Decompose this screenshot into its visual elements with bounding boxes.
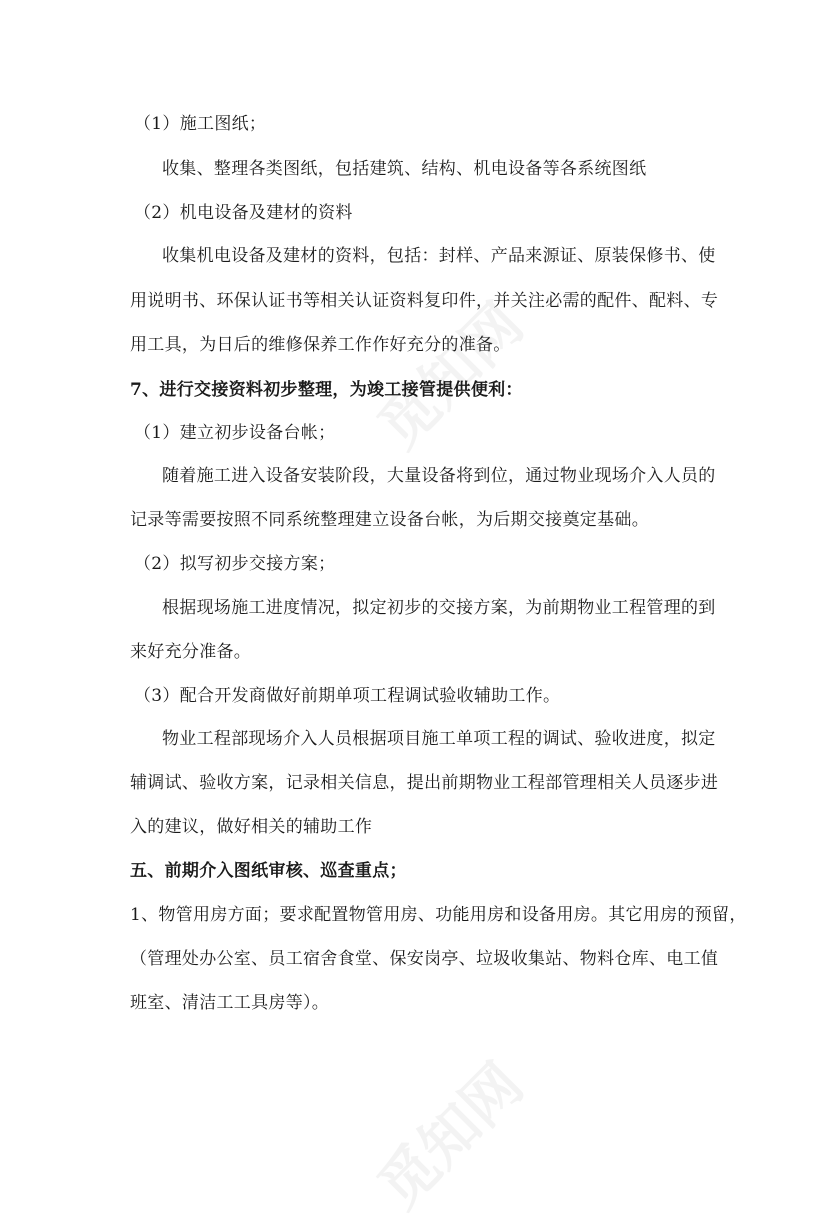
paragraph-line: 班室、清洁工工具房等）。	[130, 993, 330, 1013]
subsection-heading: （3）配合开发商做好前期单项工程调试验收辅助工作。	[134, 686, 561, 706]
subsection-heading: （2）拟写初步交接方案；	[134, 554, 336, 574]
section-heading: 五、前期介入图纸审核、巡查重点；	[130, 861, 407, 881]
paragraph-line: 物业工程部现场介入人员根据项目施工单项工程的调试、验收进度，拟定	[162, 729, 716, 749]
paragraph-line: 收集、整理各类图纸，包括建筑、结构、机电设备等各系统图纸	[162, 159, 647, 179]
subsection-heading: （1）施工图纸；	[134, 114, 267, 134]
subsection-heading: （1）建立初步设备台帐；	[134, 423, 336, 443]
paragraph-line: 用说明书、环保认证书等相关认证资料复印件，并关注必需的配件、配料、专	[130, 291, 719, 311]
paragraph-line: 根据现场施工进度情况，拟定初步的交接方案，为前期物业工程管理的到	[162, 598, 716, 618]
paragraph-line: 收集机电设备及建材的资料，包括：封样、产品来源证、原装保修书、使	[162, 246, 716, 266]
paragraph-line: 来好充分准备。	[130, 642, 252, 662]
paragraph-line: 随着施工进入设备安装阶段，大量设备将到位，通过物业现场介入人员的	[162, 466, 716, 486]
paragraph-line: 辅调试、验收方案，记录相关信息，提出前期物业工程部管理相关人员逐步进	[130, 773, 719, 793]
paragraph-line: （管理处办公室、员工宿舍食堂、保安岗亭、垃圾收集站、物料仓库、电工值	[130, 949, 719, 969]
watermark	[356, 1041, 538, 1223]
paragraph-line: 1、物管用房方面；要求配置物管用房、功能用房和设备用房。其它用房的预留，	[130, 905, 747, 925]
section-heading: 7、进行交接资料初步整理，为竣工接管提供便利：	[130, 380, 523, 400]
paragraph-line: 记录等需要按照不同系统整理建立设备台帐，为后期交接奠定基础。	[130, 510, 649, 530]
paragraph-line: 入的建议，做好相关的辅助工作	[130, 817, 373, 837]
subsection-heading: （2）机电设备及建材的资料	[134, 203, 353, 223]
paragraph-line: 用工具，为日后的维修保养工作作好充分的准备。	[130, 335, 511, 355]
